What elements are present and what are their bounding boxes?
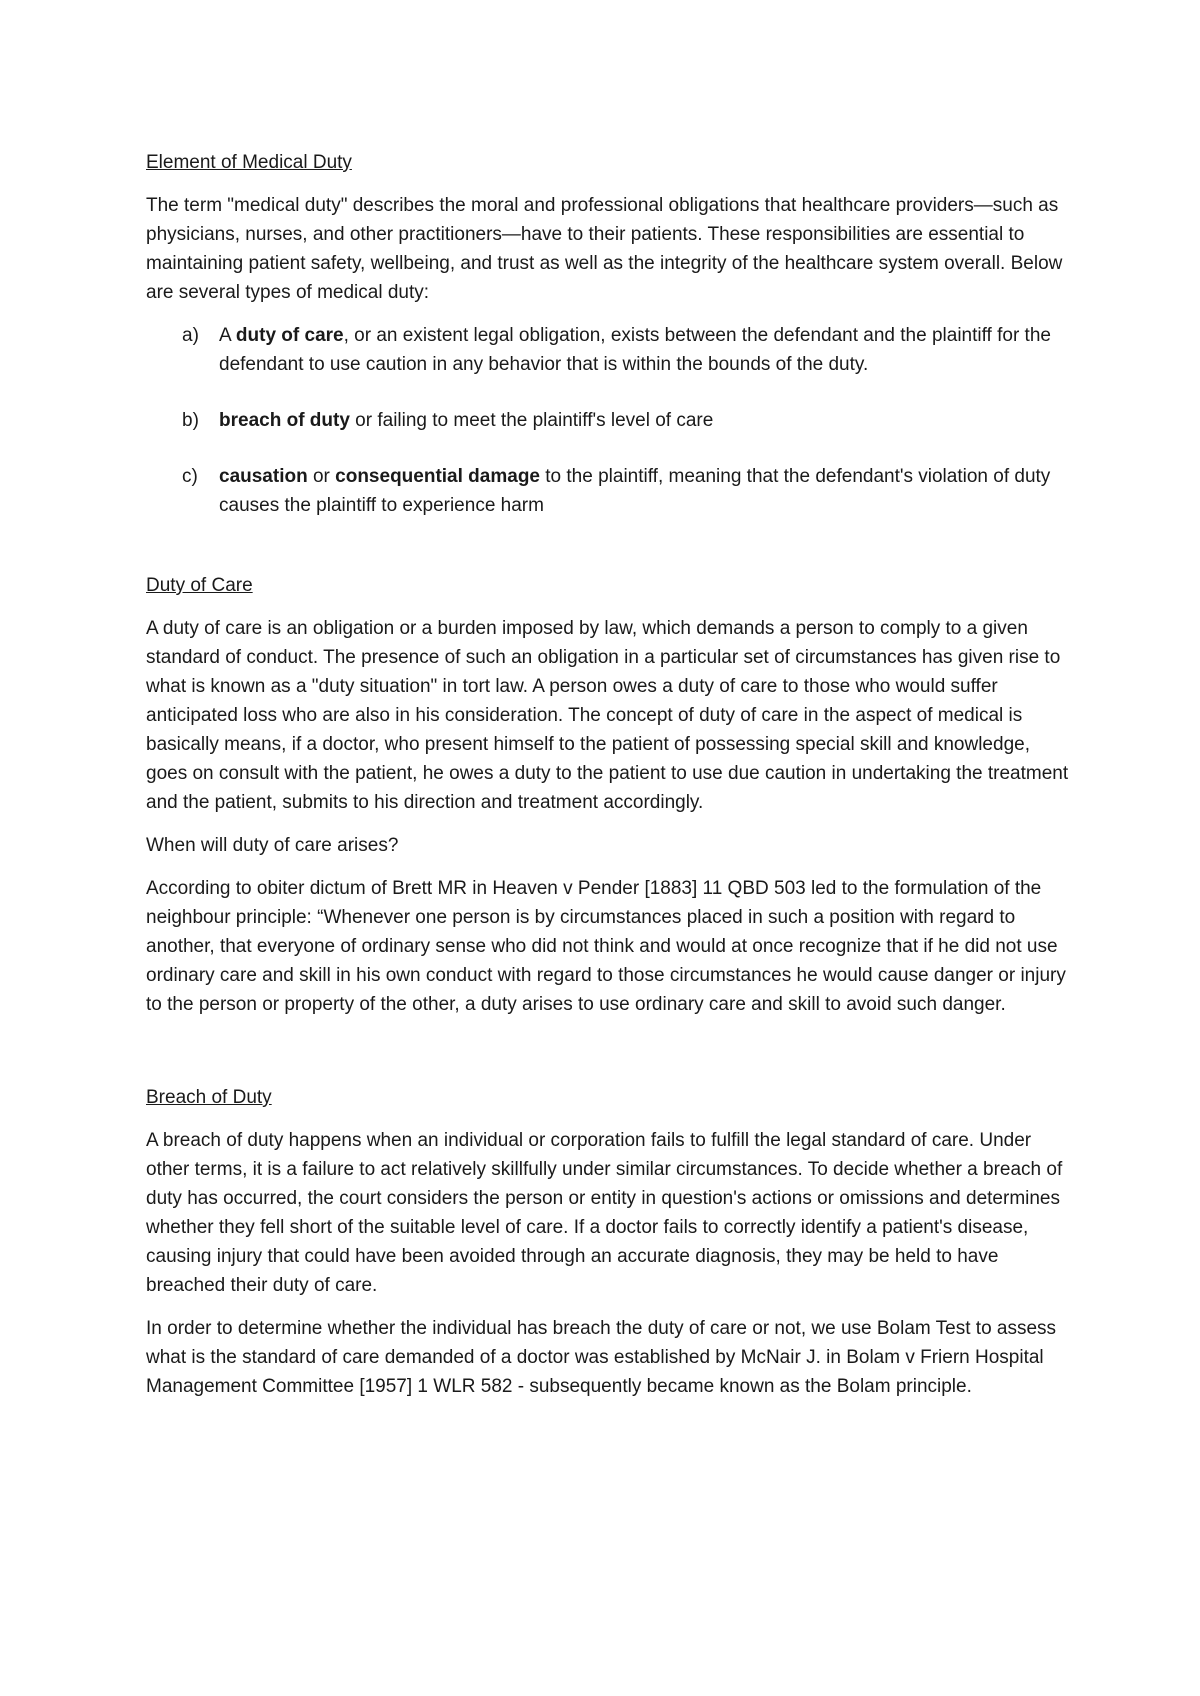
duty-of-care-paragraph: A duty of care is an obligation or a burden imposed by law, which demands a person to comply to a given standard of conduct. The presence of such an obligation in a particular set of circumstances has given rise to what is known as a "duty situation" in tort law. A person owes a duty of care to those who would suffer anticipated loss who are also in his consideration. The concept of duty of care in the aspect of medical is basically means, if a doctor, who present himself to the patient of possessing special skill and knowledge, goes on consult with the patient, he owes a duty to the patient to use due caution in undertaking the treatment and the patient, submits to his direction and treatment accordingly.: [146, 618, 1069, 813]
list-item-text: breach of duty or failing to meet the plaintiff's level of care: [219, 410, 714, 431]
neighbour-principle-paragraph: According to obiter dictum of Brett MR in Heaven v Pender [1883] 11 QBD 503 led to the formulation of the neighbour principle: “Whenever one person is by circumstances placed in such a position with regard to another, that everyone of ordinary sense who did not think and would at once recognize that if he did not use ordinary care and skill in his own conduct with regard to those circumstances he would cause danger or injury to the person or property of the other, a duty arises to use ordinary care and skill to avoid such danger.: [146, 878, 1066, 1015]
medical-duty-list: [146, 321, 1070, 520]
heading-breach-of-duty: Breach of Duty: [146, 1087, 272, 1108]
breach-of-duty-paragraph: A breach of duty happens when an individual or corporation fails to fulfill the legal standard of care. Under other terms, it is a failure to act relatively skillfully under similar circumstances. To decide whether a breach of duty has occurred, the court considers the person or entity in question's actions or omissions and determines whether they fell short of the suitable level of care. If a doctor fails to correctly identify a patient's disease, causing injury that could have been avoided through an accurate diagnosis, they may be held to have breached their duty of care.: [146, 1130, 1063, 1296]
bold-term: consequential damage: [335, 466, 540, 487]
duty-of-care-question: When will duty of care arises?: [146, 835, 399, 856]
list-marker: a): [182, 325, 199, 346]
list-marker: c): [182, 466, 198, 487]
list-item-text: causation or consequential damage to the plaintiff, meaning that the defendant's violation of duty causes the plaintiff to experience harm: [219, 466, 1051, 516]
document-page: [146, 148, 1070, 1415]
intro-paragraph: The term "medical duty" describes the moral and professional obligations that healthcare providers—such as physicians, nurses, and other practitioners—have to their patients. These responsibilities are essential to maintaining patient safety, wellbeing, and trust as well as the integrity of the healthcare system overall. Below are several types of medical duty:: [146, 195, 1063, 303]
bold-term: duty of care: [235, 325, 344, 346]
heading-element-of-medical-duty: Element of Medical Duty: [146, 152, 352, 173]
bold-term: breach of duty: [219, 410, 350, 431]
bold-term: causation: [219, 466, 308, 487]
list-item-text: A duty of care, or an existent legal obligation, exists between the defendant and the plaintiff for the defendant to use caution in any behavior that is within the bounds of the duty.: [219, 325, 1051, 375]
list-item: [146, 321, 1070, 379]
list-marker: b): [182, 410, 199, 431]
heading-duty-of-care: Duty of Care: [146, 575, 253, 596]
list-item: [146, 406, 1070, 435]
list-item: [146, 462, 1070, 520]
bolam-test-paragraph: In order to determine whether the individual has breach the duty of care or not, we use Bolam Test to assess what is the standard of care demanded of a doctor was established by McNair J. in Bolam v Friern Hospital Management Committee [1957] 1 WLR 582 - subsequently became known as the Bolam principle.: [146, 1318, 1057, 1397]
